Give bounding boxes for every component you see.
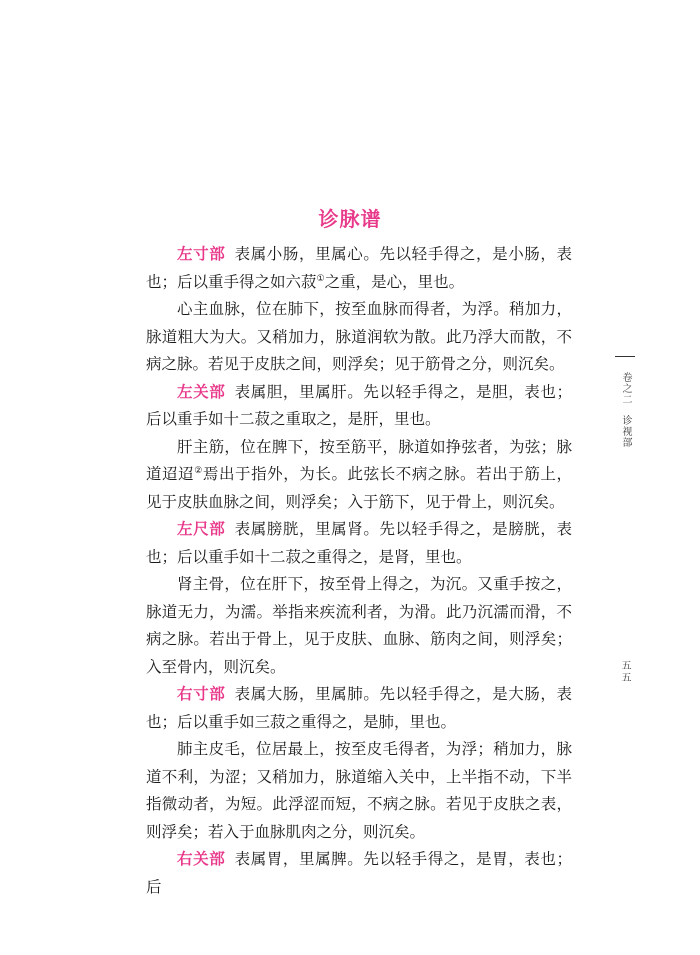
paragraph-text: 肝主筋，位在脾下，按至筋平，脉道如挣弦者，为弦；脉道迢迢 [146, 437, 572, 483]
paragraph-text: 表属胃，里属脾。先以轻手得之，是胃，表也；后 [146, 850, 572, 896]
section-label: 左关部 [177, 382, 226, 401]
footnote-marker: ① [316, 273, 325, 284]
paragraph [146, 241, 572, 296]
paragraph [146, 736, 572, 846]
paragraph [146, 571, 572, 681]
paragraph-text: 表属大肠，里属肺。先以轻手得之，是大肠，表也；后以重手如三菽之重得之，是肺，里也。 [146, 685, 572, 731]
paragraph-text: 焉出于指外，为长。此弦长不病之脉。若出于筋上，见于皮肤血脉之间，则浮矣；入于筋下，见于骨上，则沉矣。 [146, 465, 572, 511]
page-title: 诊脉谱 [318, 207, 382, 231]
paragraph-text: 表属小肠，里属心。先以轻手得之，是小肠，表也；后以重手得之如六菽 [146, 245, 572, 291]
footnote-marker: ② [194, 465, 203, 476]
section-name: 诊视部 [620, 415, 631, 448]
margin-rule [615, 356, 635, 357]
paragraph-text: 表属胆，里属肝。先以轻手得之，是胆，表也；后以重手如十二菽之重取之，是肝，里也。 [146, 382, 572, 428]
paragraph [146, 846, 572, 901]
paragraph [146, 681, 572, 736]
volume-label: 卷之二 [620, 372, 631, 405]
paragraph-text: 肺主皮毛，位居最上，按至皮毛得者，为浮；稍加力，脉道不利，为涩；又稍加力，脉道缩入关中，上半指不动，下半指微动者，为短。此浮涩而短，不病之脉。若见于皮肤之表，则浮矣；若入于血脉肌肉之分，则沉矣。 [146, 740, 572, 841]
paragraph-text: 表属膀胱，里属肾。先以轻手得之，是膀胱，表也；后以重手如十二菽之重得之，是肾，里也。 [146, 520, 572, 566]
section-label: 左寸部 [177, 245, 226, 263]
paragraph-text: 肾主骨，位在肝下，按至骨上得之，为沉。又重手按之，脉道无力，为濡。举指来疾流利者，为滑。此乃沉濡而滑，不病之脉。若出于骨上，见于皮肤、血脉、筋肉之间，则浮矣；入至骨内，则沉矣。 [146, 575, 572, 676]
running-head [618, 372, 632, 448]
paragraph [146, 434, 572, 517]
section-label: 右关部 [177, 850, 226, 868]
section-label: 右寸部 [177, 685, 226, 703]
paragraph [146, 296, 572, 379]
paragraph-text: 心主血脉，位在肺下，按至血脉而得者，为浮。稍加力，脉道粗大为大。又稍加力，脉道润软为散。此乃浮大而散，不病之脉。若见于皮肤之间，则浮矣；见于筋骨之分，则沉矣。 [146, 300, 572, 373]
main-text [146, 241, 572, 901]
paragraph [146, 379, 572, 434]
page-number: 五五 [619, 660, 630, 684]
paragraph-text: 之重，是心，里也。 [324, 272, 465, 291]
paragraph [146, 516, 572, 571]
section-label: 左尺部 [177, 520, 226, 538]
